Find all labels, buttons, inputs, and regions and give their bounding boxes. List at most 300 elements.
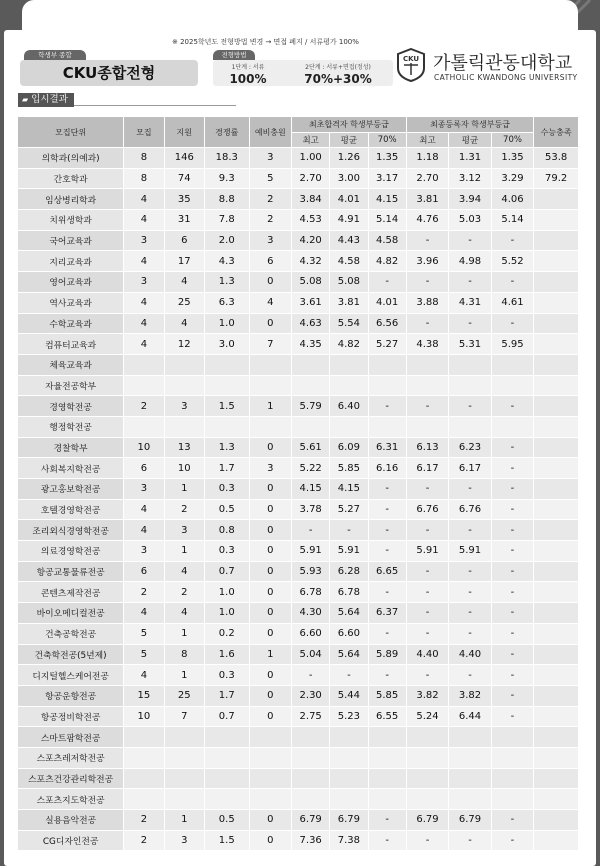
cell-first-best: 6.60	[292, 623, 330, 644]
method-box	[213, 60, 393, 86]
cell-first-avg: 5.08	[330, 272, 368, 293]
cell-waitlist: 4	[249, 292, 291, 313]
table-row	[18, 313, 579, 334]
cell-suneung	[534, 210, 579, 231]
cell-first-avg	[330, 416, 368, 437]
cell-first-70: 4.15	[368, 189, 406, 210]
table-row	[18, 541, 579, 562]
cell-first-best: 3.61	[292, 292, 330, 313]
header-ratio: 경쟁률	[204, 117, 249, 148]
cell-quota: 4	[124, 665, 164, 686]
cell-first-70	[368, 727, 406, 748]
cell-quota: 3	[124, 541, 164, 562]
header-final-best: 최고	[406, 133, 448, 148]
table-row	[18, 789, 579, 810]
cell-first-70: -	[368, 623, 406, 644]
cell-quota	[124, 789, 164, 810]
cell-waitlist: 2	[249, 189, 291, 210]
cell-dept: 항공정비학전공	[18, 706, 124, 727]
cell-ratio: 1.7	[204, 458, 249, 479]
cell-ratio	[204, 354, 249, 375]
cell-final-best	[406, 354, 448, 375]
cell-first-best: 4.63	[292, 313, 330, 334]
cell-quota: 2	[124, 396, 164, 417]
cell-final-avg	[449, 375, 491, 396]
cell-final-best: 6.79	[406, 810, 448, 831]
cell-applicants: 35	[164, 189, 204, 210]
cell-suneung	[534, 623, 579, 644]
university-logo-icon	[396, 48, 426, 82]
cell-dept: 경찰학부	[18, 437, 124, 458]
cell-first-70: 4.82	[368, 251, 406, 272]
cell-final-best	[406, 416, 448, 437]
cell-final-avg: 6.76	[449, 499, 491, 520]
cell-waitlist	[249, 768, 291, 789]
cell-quota: 3	[124, 230, 164, 251]
stage2-label: 2단계 : 서류+면접(정성)	[305, 64, 371, 71]
cell-first-best: 4.15	[292, 479, 330, 500]
cell-ratio	[204, 416, 249, 437]
cell-first-avg: -	[330, 665, 368, 686]
cell-first-70	[368, 768, 406, 789]
cell-first-avg	[330, 727, 368, 748]
cell-first-best: 2.70	[292, 168, 330, 189]
cell-first-best	[292, 768, 330, 789]
table-row	[18, 458, 579, 479]
cell-quota: 4	[124, 210, 164, 231]
cell-quota: 4	[124, 520, 164, 541]
cell-first-avg: 5.91	[330, 541, 368, 562]
cell-first-70: -	[368, 541, 406, 562]
cell-applicants: 3	[164, 830, 204, 851]
cell-applicants: 4	[164, 561, 204, 582]
cell-ratio: 0.3	[204, 665, 249, 686]
cell-final-70: 1.35	[491, 148, 534, 169]
cell-ratio: 1.3	[204, 437, 249, 458]
table-row	[18, 148, 579, 169]
cell-first-70: -	[368, 520, 406, 541]
cell-first-best: 5.93	[292, 561, 330, 582]
cell-final-70: -	[491, 458, 534, 479]
cell-applicants	[164, 768, 204, 789]
cell-waitlist: 3	[249, 458, 291, 479]
cell-waitlist	[249, 354, 291, 375]
cell-quota: 10	[124, 437, 164, 458]
cell-suneung	[534, 603, 579, 624]
cell-quota	[124, 768, 164, 789]
cell-dept: CG디자인전공	[18, 830, 124, 851]
cell-first-best	[292, 416, 330, 437]
cell-dept: 광고홍보학전공	[18, 479, 124, 500]
cell-first-avg: 6.60	[330, 623, 368, 644]
cell-final-avg: -	[449, 313, 491, 334]
cell-waitlist: 0	[249, 479, 291, 500]
cell-suneung	[534, 396, 579, 417]
cell-final-avg: 6.23	[449, 437, 491, 458]
cell-applicants: 17	[164, 251, 204, 272]
cell-quota	[124, 747, 164, 768]
cell-quota	[124, 727, 164, 748]
cell-final-70: -	[491, 541, 534, 562]
cell-final-70	[491, 768, 534, 789]
cell-suneung	[534, 706, 579, 727]
cell-final-best: -	[406, 623, 448, 644]
cell-quota	[124, 416, 164, 437]
cell-quota: 4	[124, 292, 164, 313]
cell-suneung	[534, 685, 579, 706]
cell-applicants: 25	[164, 685, 204, 706]
cell-waitlist: 0	[249, 623, 291, 644]
cell-final-70: -	[491, 396, 534, 417]
cell-first-70: 5.89	[368, 644, 406, 665]
cell-waitlist	[249, 416, 291, 437]
cell-quota: 4	[124, 603, 164, 624]
cell-quota: 8	[124, 168, 164, 189]
cell-waitlist: 0	[249, 665, 291, 686]
cell-applicants: 25	[164, 292, 204, 313]
table-row	[18, 251, 579, 272]
cell-final-avg: 5.03	[449, 210, 491, 231]
cell-ratio: 0.8	[204, 520, 249, 541]
cell-applicants: 1	[164, 541, 204, 562]
stage1	[223, 62, 273, 86]
cell-waitlist: 0	[249, 706, 291, 727]
cell-final-70: -	[491, 644, 534, 665]
table-row	[18, 230, 579, 251]
cell-first-best: 7.36	[292, 830, 330, 851]
table-row	[18, 623, 579, 644]
cell-dept: 건축학전공(5년제)	[18, 644, 124, 665]
stage2-value: 70%+30%	[304, 72, 372, 86]
cell-final-best: 4.76	[406, 210, 448, 231]
table-row	[18, 706, 579, 727]
cell-applicants: 4	[164, 603, 204, 624]
cell-final-70	[491, 375, 534, 396]
cell-first-best	[292, 727, 330, 748]
cell-first-70: 5.14	[368, 210, 406, 231]
cell-suneung	[534, 189, 579, 210]
cell-first-best: 5.91	[292, 541, 330, 562]
cell-dept: 지리교육과	[18, 251, 124, 272]
cell-dept: 의료경영학전공	[18, 541, 124, 562]
cell-applicants: 12	[164, 334, 204, 355]
cell-first-best: -	[292, 520, 330, 541]
cell-suneung	[534, 499, 579, 520]
cell-waitlist: 6	[249, 251, 291, 272]
cell-first-70	[368, 375, 406, 396]
header-quota: 모집	[124, 117, 164, 148]
cell-first-avg: 3.81	[330, 292, 368, 313]
cell-final-avg: 5.31	[449, 334, 491, 355]
cell-applicants: 1	[164, 623, 204, 644]
table-row	[18, 727, 579, 748]
cell-first-best: 6.78	[292, 582, 330, 603]
cell-first-avg	[330, 375, 368, 396]
cell-suneung: 53.8	[534, 148, 579, 169]
cell-final-avg: 6.79	[449, 810, 491, 831]
cell-suneung	[534, 768, 579, 789]
cell-quota: 4	[124, 313, 164, 334]
university-name-en: CATHOLIC KWANDONG UNIVERSITY	[434, 73, 578, 82]
cell-first-70: 4.01	[368, 292, 406, 313]
cell-final-avg	[449, 354, 491, 375]
cell-ratio: 1.5	[204, 396, 249, 417]
cell-first-70: -	[368, 499, 406, 520]
cell-first-best: 3.84	[292, 189, 330, 210]
cell-ratio: 0.5	[204, 810, 249, 831]
cell-ratio: 1.5	[204, 830, 249, 851]
cell-first-avg: 4.58	[330, 251, 368, 272]
cell-final-70: -	[491, 623, 534, 644]
cell-dept: 치위생학과	[18, 210, 124, 231]
cell-final-best: -	[406, 313, 448, 334]
cell-first-best: 4.30	[292, 603, 330, 624]
cell-applicants: 3	[164, 520, 204, 541]
cell-waitlist: 0	[249, 437, 291, 458]
cell-final-70: -	[491, 665, 534, 686]
cell-final-70: -	[491, 582, 534, 603]
cell-first-70: 5.27	[368, 334, 406, 355]
results-table	[17, 116, 579, 851]
cell-waitlist: 5	[249, 168, 291, 189]
cell-final-best: 3.81	[406, 189, 448, 210]
cell-first-avg: 5.27	[330, 499, 368, 520]
cell-dept: 체육교육과	[18, 354, 124, 375]
cell-final-best: 6.17	[406, 458, 448, 479]
cell-final-best: -	[406, 582, 448, 603]
header-first-avg: 평균	[330, 133, 368, 148]
header-final-70: 70%	[491, 133, 534, 148]
cell-first-avg: 4.15	[330, 479, 368, 500]
cell-dept: 스포츠레저학전공	[18, 747, 124, 768]
cell-applicants	[164, 789, 204, 810]
cell-final-avg: -	[449, 561, 491, 582]
cell-final-best: 3.88	[406, 292, 448, 313]
cell-first-best: 2.75	[292, 706, 330, 727]
table-row	[18, 396, 579, 417]
cell-first-avg: 7.38	[330, 830, 368, 851]
cell-first-70: 6.55	[368, 706, 406, 727]
cell-final-avg	[449, 747, 491, 768]
table-row	[18, 354, 579, 375]
cell-first-avg	[330, 768, 368, 789]
cell-dept: 건축공학전공	[18, 623, 124, 644]
cell-applicants	[164, 727, 204, 748]
cell-final-best: -	[406, 479, 448, 500]
cell-ratio: 0.7	[204, 706, 249, 727]
cell-first-best: 5.08	[292, 272, 330, 293]
cell-dept: 의학과(의예과)	[18, 148, 124, 169]
cell-applicants	[164, 747, 204, 768]
cell-waitlist	[249, 727, 291, 748]
header-first-70: 70%	[368, 133, 406, 148]
cell-ratio	[204, 768, 249, 789]
cell-final-70: -	[491, 810, 534, 831]
cell-final-best: -	[406, 520, 448, 541]
cell-final-avg: 5.91	[449, 541, 491, 562]
cell-suneung	[534, 520, 579, 541]
cell-applicants: 4	[164, 272, 204, 293]
cell-final-best: -	[406, 665, 448, 686]
cell-applicants: 2	[164, 582, 204, 603]
cell-suneung	[534, 230, 579, 251]
cell-final-avg: -	[449, 623, 491, 644]
cell-waitlist: 0	[249, 603, 291, 624]
cell-final-70: -	[491, 499, 534, 520]
cell-waitlist	[249, 375, 291, 396]
logo-mark-text: CKU	[402, 55, 420, 63]
cell-quota	[124, 375, 164, 396]
cell-first-70: 4.58	[368, 230, 406, 251]
cell-waitlist	[249, 789, 291, 810]
cell-first-avg: 3.00	[330, 168, 368, 189]
cell-waitlist: 2	[249, 210, 291, 231]
cell-suneung	[534, 313, 579, 334]
cell-applicants: 146	[164, 148, 204, 169]
cell-first-70: 5.85	[368, 685, 406, 706]
cell-ratio: 2.0	[204, 230, 249, 251]
table-row	[18, 665, 579, 686]
cell-waitlist	[249, 747, 291, 768]
stage1-label: 1단계 : 서류	[231, 64, 265, 71]
cell-applicants	[164, 416, 204, 437]
cell-final-avg: 4.31	[449, 292, 491, 313]
cell-applicants: 2	[164, 499, 204, 520]
cell-final-best	[406, 727, 448, 748]
cell-dept: 스마트팜학전공	[18, 727, 124, 748]
cell-final-avg: 3.82	[449, 685, 491, 706]
cell-first-avg: 5.54	[330, 313, 368, 334]
cell-first-70: -	[368, 810, 406, 831]
cell-suneung	[534, 375, 579, 396]
cell-first-70: 3.17	[368, 168, 406, 189]
cell-first-70: 6.56	[368, 313, 406, 334]
cell-first-best: 5.79	[292, 396, 330, 417]
cell-final-best: -	[406, 561, 448, 582]
cell-suneung	[534, 458, 579, 479]
cell-suneung	[534, 272, 579, 293]
cell-first-70: 6.65	[368, 561, 406, 582]
table-row	[18, 189, 579, 210]
cell-dept: 조리외식경영학전공	[18, 520, 124, 541]
cell-dept: 경영학전공	[18, 396, 124, 417]
cell-suneung	[534, 354, 579, 375]
cell-suneung	[534, 727, 579, 748]
cell-final-70: -	[491, 230, 534, 251]
cell-final-avg	[449, 789, 491, 810]
cell-final-best	[406, 768, 448, 789]
cell-dept: 수학교육과	[18, 313, 124, 334]
cell-final-70: -	[491, 479, 534, 500]
cell-quota: 5	[124, 644, 164, 665]
section-title-text: 입시결과	[31, 94, 68, 105]
cell-first-best: 5.61	[292, 437, 330, 458]
cell-first-70	[368, 747, 406, 768]
table-row	[18, 272, 579, 293]
cell-first-best: 6.79	[292, 810, 330, 831]
cell-ratio: 1.6	[204, 644, 249, 665]
cell-ratio	[204, 727, 249, 748]
header-waitlist: 예비충원	[249, 117, 291, 148]
cell-ratio: 7.8	[204, 210, 249, 231]
cell-final-70: -	[491, 437, 534, 458]
cell-first-70: -	[368, 665, 406, 686]
cell-ratio: 3.0	[204, 334, 249, 355]
cell-first-avg: 6.79	[330, 810, 368, 831]
cell-first-best: 3.78	[292, 499, 330, 520]
cell-final-avg: 3.94	[449, 189, 491, 210]
cell-final-70: -	[491, 603, 534, 624]
cell-final-70	[491, 727, 534, 748]
cell-first-avg: 4.01	[330, 189, 368, 210]
cell-applicants: 31	[164, 210, 204, 231]
cell-first-avg	[330, 354, 368, 375]
cell-first-avg: 5.23	[330, 706, 368, 727]
header-first-pass: 최초합격자 학생부등급	[292, 117, 407, 133]
cell-quota: 3	[124, 479, 164, 500]
cell-final-best: 4.38	[406, 334, 448, 355]
cell-final-avg: -	[449, 603, 491, 624]
cell-dept: 사회복지학전공	[18, 458, 124, 479]
cell-dept: 콘텐츠제작전공	[18, 582, 124, 603]
table-row	[18, 520, 579, 541]
cell-ratio: 1.0	[204, 313, 249, 334]
cell-ratio: 9.3	[204, 168, 249, 189]
cell-first-best: -	[292, 665, 330, 686]
cell-dept: 행정학전공	[18, 416, 124, 437]
cell-first-avg: 5.85	[330, 458, 368, 479]
cell-ratio: 1.0	[204, 603, 249, 624]
cell-quota: 6	[124, 458, 164, 479]
cell-ratio: 0.2	[204, 623, 249, 644]
header-first-best: 최고	[292, 133, 330, 148]
cell-applicants	[164, 354, 204, 375]
cell-final-70: -	[491, 520, 534, 541]
cell-ratio	[204, 375, 249, 396]
cell-dept: 스포츠지도학전공	[18, 789, 124, 810]
cell-final-best: 5.24	[406, 706, 448, 727]
cell-first-avg: 6.28	[330, 561, 368, 582]
cell-first-best: 5.22	[292, 458, 330, 479]
cell-quota: 2	[124, 830, 164, 851]
cell-waitlist: 3	[249, 230, 291, 251]
cell-applicants: 3	[164, 396, 204, 417]
cell-quota: 4	[124, 334, 164, 355]
cell-final-avg: -	[449, 830, 491, 851]
cell-first-70: -	[368, 272, 406, 293]
table-header-row	[18, 117, 579, 133]
cell-ratio: 6.3	[204, 292, 249, 313]
cell-final-best	[406, 375, 448, 396]
cell-waitlist: 1	[249, 396, 291, 417]
cell-ratio: 8.8	[204, 189, 249, 210]
cell-final-avg	[449, 416, 491, 437]
header-suneung: 수능충족	[534, 117, 579, 148]
cell-final-70: -	[491, 272, 534, 293]
cell-final-70: -	[491, 313, 534, 334]
cell-final-avg: 6.44	[449, 706, 491, 727]
cell-suneung	[534, 292, 579, 313]
cell-final-70	[491, 789, 534, 810]
cell-first-70: -	[368, 396, 406, 417]
cell-ratio: 18.3	[204, 148, 249, 169]
header-final-reg: 최종등록자 학생부등급	[406, 117, 533, 133]
cell-final-avg: 4.98	[449, 251, 491, 272]
cell-waitlist: 0	[249, 685, 291, 706]
cell-final-best: -	[406, 230, 448, 251]
cell-dept: 실용음악전공	[18, 810, 124, 831]
cell-first-70	[368, 789, 406, 810]
